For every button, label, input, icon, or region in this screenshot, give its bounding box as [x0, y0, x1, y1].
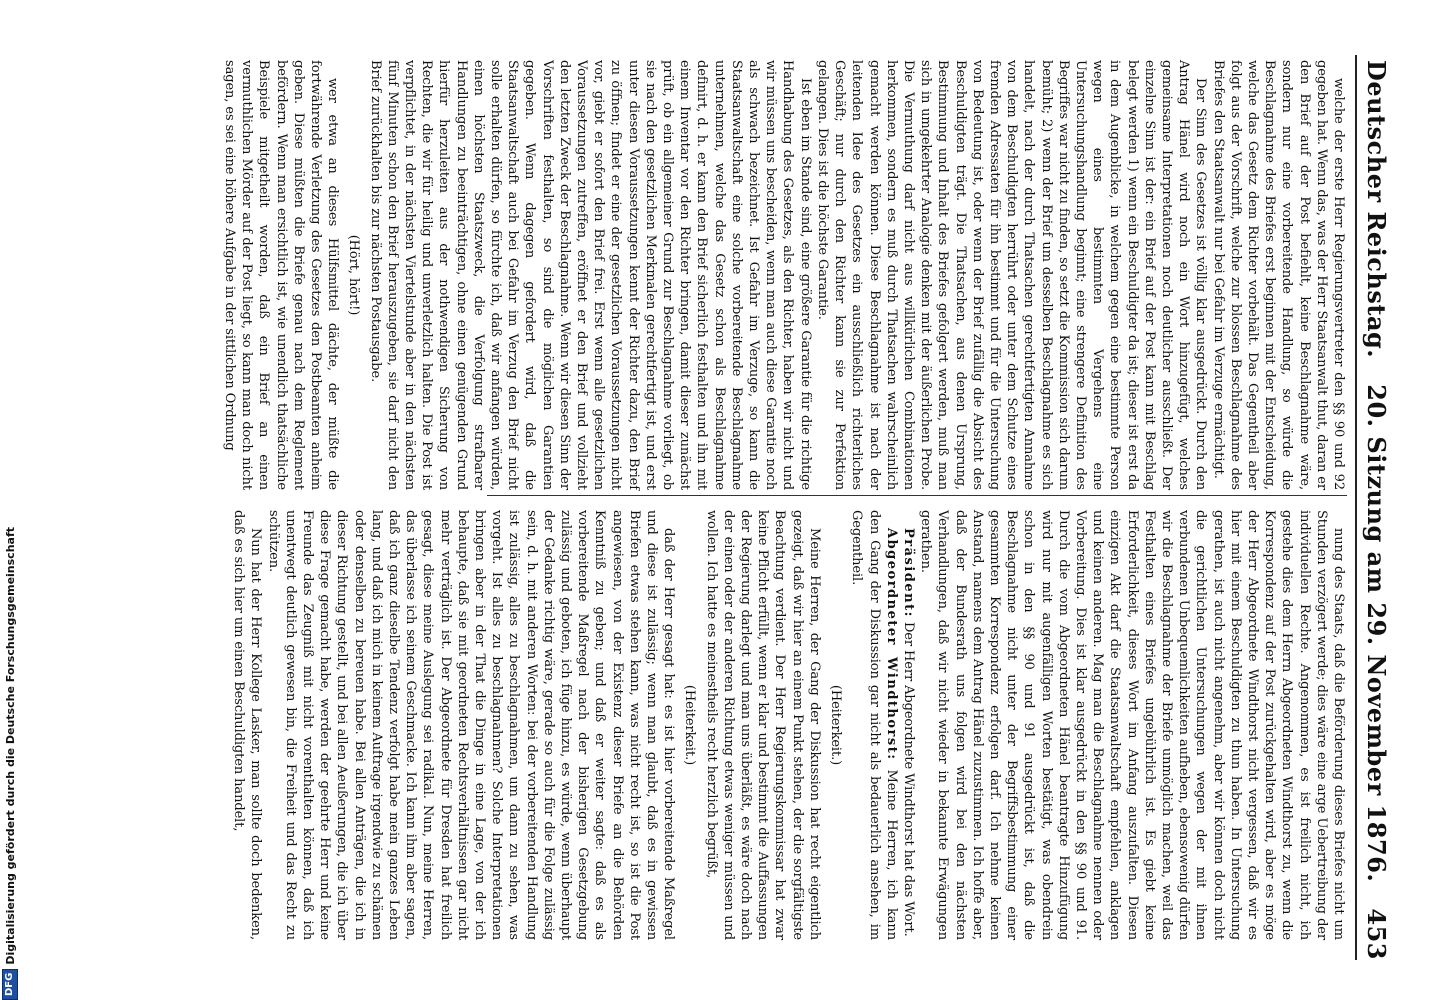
body-paragraph: Meine Herren, der Gang der Diskussion hat recht eigentlich gezeigt, daß wir hier an einem Punkt stehen, der die sorgfältigste Beachtung verdient. Der Herr Regierungskommissar hat zwar keine Pflicht erfüllt, wenn er klar und bestimmt die Auffassungen der Regierung darlegt und man uns überläßt, es wäre doch nach der einen oder der anderen Richtung etwas weniger müssen und wollen. Ich hatte es meinestheils recht herzlich begrüßt,	[703, 510, 822, 940]
page-header	[1362, 60, 1402, 960]
session-date: 20. Sitzung am 29. November 1876.	[1362, 384, 1391, 883]
page-number: 453	[1362, 908, 1391, 960]
interjection: (Heiterkeit.)	[828, 684, 844, 766]
speaker-paragraph	[900, 510, 917, 940]
body-paragraph: welche der erste Herr Regierungsvertreter den §§ 90 und 92 gegeben hat. Wenn das, was der Herr Staatsanwalt thut, daran er den Brief auf der Post befiehlt, keine Beschlagnahme wäre, sondern nur eine vorbereitende Handlung, so würde die Beschlagnahme des Briefes erst beginnen mit der Entscheidung, welche das Gesetz dem Richter vorbehält. Das Gegentheil aber folgt aus der Vorschrift, welche zur blossen Beschlagnahme des Briefes den Staatsanwalt nur bei Gefahr im Verzuge ermächtigt.	[1210, 60, 1346, 490]
header-rule	[1355, 55, 1357, 960]
body-paragraph: nung des Staats, daß die Beförderung dieses Briefes nicht um Stunden verzögert werde; dies wäre eine arge Uebertreibung der individuellen Rechte. Angenommen, es ist freilich nicht, ich gestehe dies dem Herrn Abgeordneten Windthorst zu, wenn die Korrespondenz auf der Post zurückgehalten wird, aber es möge der Herr Abgeordnete Windthorst nicht vergessen, daß wir es hier mit einem Beschuldigten zu thun haben. In Untersuchung gerathen, ist auch nicht angenehm, aber wir können doch nicht die gerichtlichen Untersuchungen wegen der mit ihnen verbundenen Unbequemlichkeiten aufheben, ebensowenig dürfen wir die Beschlagnahme der Briefe unmöglich machen, weil das Festhalten eines Briefes ungebührlich ist. Es giebt keine Erforderlichkeit, dieses Wort im Anfang auszufalten. Diesen einzigen Akt darf die Staatsanwaltschaft empfehlen, anklagen und keinen anderen. Mag man die Beschlagnahme nennen oder Vorbereitung. Dies ist klar ausgedrückt in den §§ 90 und 91. Durch die vom Abgeordneten Hänel beantragte Hinzufügung wird nur mit augenfälligen Worten bestätigt, was obendrein schon in den §§ 90 und 91 ausgedrückt ist, daß die Beschlagnahme nicht unter der Begriffsbestimmung einer gesammten Korrespondenz erfolgen darf. Ich nehme keinen Anstand, namens dem Antrag Hänel zuzustimmen. Ich hoffe aber, daß der Bundesrath uns folgen wird bei den nächsten Verhandlungen, daß wir nicht wieder in bekannte Erwägungen gerathen.	[918, 510, 1346, 941]
digitization-credit	[0, 0, 20, 1000]
body-paragraph: Der Sinn des Gesetzes ist völlig klar ausgedrückt. Durch den Antrag Hänel wird noch ein Wort hinzugefügt, welches gemeinsame Interpretationen noch deutlicher ausschließt. Der einzelne Sinn ist der: ein Brief auf der Post kann mit Beschlag belegt werden 1) wenn ein Beschuldigter da ist; dieser ist erst da in dem Augenblicke, in welchem gegen eine bestimmte Person wegen eines bestimmten Vergehens eine Untersuchungshandlung beginnt; eine strengere Definition des Begriffes war nicht zu finden, so setzt die Kommission sich darum bemüht; 2) wenn der Brief um desselben Beschlagnahme es sich handelt, nach der durch Thatsachen gerechtfertigten Annahme von dem Beschuldigten herrührt oder unter dem Schutze eines fremden Adressaten für ihn bestimmt und für die Untersuchung von Bedeutung ist, oder wenn der Brief zufällig die Absicht des Beschuldigten trägt. Die Thatsachen, aus denen Ursprung, Bestimmung und Inhalt des Briefes gefolgert werden, muß man sich in umgekehrter Analogie denken mit der äußerlichen Probe. Die Vermuthung darf nicht aus willkürlichen Combinationen herkommen, sondern es muß durch Thatsachen wahrscheinlich gemacht werden können. Diese Beschlagnahme ist nach der leitenden Idee des Gesetzes ein ausschließlich richterliches Geschäft; nur durch den Richter kann sie zur Perfektion gelangen. Dies ist die höchste Garantie.	[814, 60, 1209, 490]
right-text-column	[230, 510, 1347, 940]
dfg-logo: DFG	[2, 969, 18, 1000]
credit-text: Digitalisierung gefördert durch die Deutsche Forschungsgemeinschaft	[3, 526, 17, 965]
speaker-name: Präsident:	[900, 528, 916, 618]
interjection: (Heiterkeit.)	[682, 684, 698, 766]
body-paragraph: daß der Herr gesagt hat: es ist hier vorbereitende Maßregel und diese ist zulässig; wenn man glaubt, daß es in gewissen Briefen etwas stehen kann, was nicht recht ist, so ist die Post angewiesen, von der Existenz dieser Briefe an die Behörden Kenntniß zu geben; und daß er weiter sagte: daß es als vorbereitende Maßregel nach der bisherigen Gesetzgebung zulässig und geboten, ich füge hinzu, es würde, wenn überhaupt der Gedanke richtig wäre, gerade so auch für die Folge zulässig sein, d. h. mit anderen Worten: bei der vorbereitenden Handlung ist zulässig, alles zu beschlagnahmen, um dann zu sehen, was vorgeht. Ist alles zu beschlagnahmen? Solche Interpretationen bringen aber in der That die Dinge in eine Lage, von der ich behaupte, daß sie mit geordneten Rechtsverhältnissen gar nicht mehr verträglich ist. Der Abgeordnete für Dresden hat freilich gesagt, diese meine Auslegung sei radikal. Nun, meine Herren, das überlasse ich seinem Geschmacke. Ich kann ihm aber sagen, daß ich ganz dieselbe Tendenz verfolgt habe mein ganzes Leben lang, und daß ich mich in keinem Auftrage irgendwie zu schämen oder denselben zu bereuen habe. Bei allen Anträgen, die ich in dieser Richtung gestellt, und bei allen Aeußerungen, die ich über diese Frage gemacht habe, werden der geehrte Herr und keine Freunde das Zeugniß mit nicht vorenthalten können, daß ich unentwegt deutlich gewesen bin, die Freiheit und das Recht zu schützen.	[265, 510, 677, 940]
running-title: Deutscher Reichstag.	[1362, 60, 1391, 359]
left-text-column	[221, 60, 1347, 490]
column-separator	[487, 495, 1347, 496]
interjection: (Hört, hört!)	[346, 234, 362, 316]
body-paragraph: Ist eben im Stande sind, eine größere Garantie für die richtige Handhabung des Gesetzes, als den Richter, haben wir nicht und wir müssen uns bescheiden, wenn man auch diese Garantie noch als schwach bezeichnet. Ist Gefahr im Verzuge, so kann die Staatsanwaltschaft eine solche vorbereitende Beschlagnahme unternehmen, welche das Gesetz schon als Beschlagnahme definirt, d. h. er kann den Brief sicherlich festhalten und ihn mit einem Inventar vor den Richter bringen, damit dieser zunächst prüft, ob ein allgemeiner Grund zur Beschlagnahme vorliegt, ob sie nach den gesetzlichen Merkmalen gerechtfertigt ist, und erst unter diesen Voraussetzungen kennt der Richter dazu, den Brief zu öffnen; findet er eine der gesetzlichen Voraussetzungen nicht vor, giebt er sofort den Brief frei. Erst wenn alle gesetzlichen Voraussetzungen zutreffen, eröffnet er den Brief und vollzieht den letzten Zweck der Beschlagnahme. Wenn wir diesen Sinn der Vorschriften festhalten, so sind die möglichen Garantien gegeben. Wenn dagegen gefordert wird, daß die Staatsanwaltschaft auch bei Gefahr im Verzug den Brief nicht solle erhalten dürfen, so fürchte ich, daß wir anfangen würden, einen höchsten Staatszweck, die Verfolgung strafbarer Handlungen zu beeinträchtigen, ohne einen genügenden Grund hierfür herzuleiten aus der nothwendigen Sicherung von Rechten, die wir für heilig und unverletzlich halten. Die Post ist verpflichtet, in der nächsten Viertelstunde aber in den nächsten fünf Minuten schon den Brief herauszugeben, sie darf nicht den Brief zurückhalten bis zur nächsten Postausgabe.	[367, 60, 813, 490]
speaker-text: Meine Herren, ich kann den Gang der Diskussion gar nicht als bedauerlich ansehen, im Gegentheil.	[849, 510, 899, 940]
speaker-name: Abgeordneter Windthorst:	[883, 528, 899, 761]
speaker-text: Der Herr Abgeordnete Windthorst hat das Wort.	[900, 617, 916, 937]
speaker-paragraph	[848, 510, 900, 940]
body-paragraph: Nun hat der Herr Kollege Lasker, man sollte doch bedenken, daß es sich hier um einen Beschuldigten handelt,	[231, 510, 264, 940]
body-paragraph: wer etwa an dieses Hülfsmittel dächte, der müßte die fortwährende Verletzung des Gesetzes den Postbeamten anheim geben. Diese müßten die Briefe genau nach dem Reglement befördern. Wenn man ersichtlich ist, wie unendlich thatsächliche Beispiele mitgetheilt worden, daß ein Brief an einen vermuthlichen Mörder auf der Post liegt, so kann man doch nicht sagen, es sei eine höhere Aufgabe in der sittlichen Ordnung	[222, 60, 341, 490]
